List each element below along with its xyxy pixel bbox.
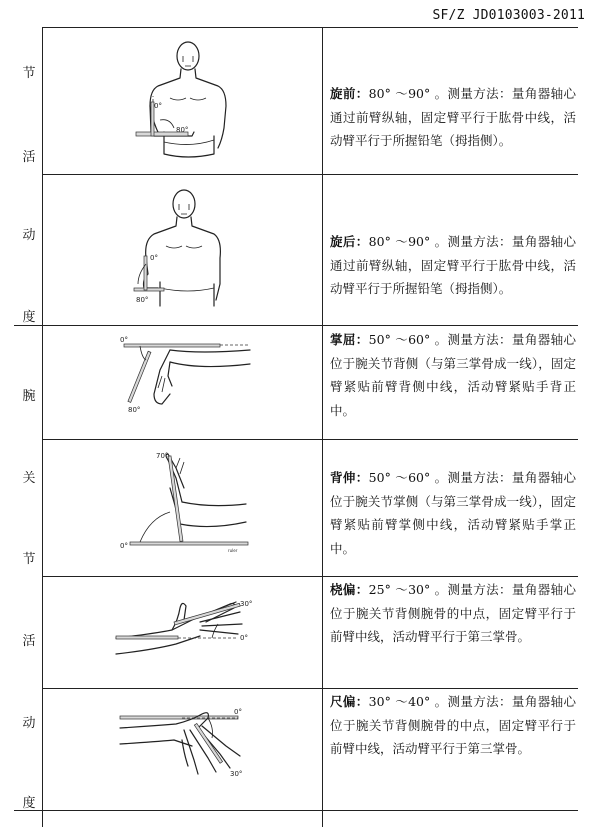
dorsiflexion-label-b: 0° bbox=[120, 542, 128, 550]
document-id: SF/Z JD0103003-2011 bbox=[432, 8, 585, 23]
text-palmar-flexion: 50° ～60° 。测量方法：量角器轴心位于腕关节背侧（与第三掌骨成一线），固定臂紧贴前臂背侧中线，活动臂紧贴手背正中。 bbox=[330, 332, 576, 418]
text-radial-deviation: 25° ～30° 。测量方法：量角器轴心位于腕关节背侧腕骨的中点，固定臂平行于前臂中线，活动臂平行于第三掌骨。 bbox=[330, 582, 576, 644]
label-wrist-5: 动 bbox=[22, 716, 36, 731]
svg-text:ruler: ruler bbox=[228, 548, 238, 553]
label-wrist-6: 度 bbox=[22, 796, 36, 811]
text-supination: 80° ～90° 。测量方法：量角器轴心通过前臂纵轴，固定臂平行于肱骨中线，活动臂平行于所握铅笔（拇指侧）。 bbox=[330, 234, 576, 296]
row-divider bbox=[42, 576, 578, 577]
desc-ulnar-deviation bbox=[330, 690, 576, 761]
ulnar-label-b: 30° bbox=[230, 770, 243, 778]
section-divider bbox=[14, 325, 578, 326]
desc-palmar-flexion bbox=[330, 328, 576, 422]
pronation-label-b: 80° bbox=[176, 126, 189, 134]
term-dorsiflexion: 背伸： bbox=[330, 470, 369, 485]
label-wrist-3: 节 bbox=[22, 552, 36, 567]
row-divider bbox=[42, 174, 578, 175]
term-pronation: 旋前： bbox=[330, 86, 369, 101]
dorsiflexion-label-a: 70° bbox=[156, 452, 169, 460]
text-dorsiflexion: 50° ～60° 。测量方法：量角器轴心位于腕关节掌侧（与第三掌骨成一线），固定臂紧贴前臂掌侧中线，活动臂紧贴手掌正中。 bbox=[330, 470, 576, 556]
palmar-label-a: 0° bbox=[120, 336, 128, 344]
row-divider bbox=[42, 439, 578, 440]
desc-supination bbox=[330, 230, 576, 301]
radial-label-a: 30° bbox=[240, 600, 253, 608]
text-ulnar-deviation: 30° ～40° 。测量方法：量角器轴心位于腕关节背侧腕骨的中点，固定臂平行于前臂中线，活动臂平行于第三掌骨。 bbox=[330, 694, 576, 756]
label-forearm-3: 动 bbox=[22, 228, 36, 243]
table-border-top bbox=[42, 27, 578, 28]
dorsiflexion-illustration bbox=[110, 448, 260, 556]
supination-label-a: 0° bbox=[150, 254, 158, 262]
label-wrist-1: 腕 bbox=[22, 389, 36, 404]
supination-illustration bbox=[120, 184, 260, 316]
row-divider bbox=[42, 688, 578, 689]
desc-pronation bbox=[330, 82, 576, 153]
desc-radial-deviation bbox=[330, 578, 576, 649]
col-divider-right bbox=[322, 27, 323, 827]
ulnar-deviation-illustration bbox=[112, 694, 260, 784]
label-forearm-4: 度 bbox=[22, 310, 36, 325]
term-ulnar-deviation: 尺偏： bbox=[330, 694, 369, 709]
table-border-bottom bbox=[14, 810, 578, 811]
palmar-label-b: 80° bbox=[128, 406, 141, 414]
palmar-flexion-illustration bbox=[110, 330, 260, 414]
text-pronation: 80° ～90° 。测量方法：量角器轴心通过前臂纵轴，固定臂平行于肱骨中线，活动臂平行于所握铅笔（拇指侧）。 bbox=[330, 86, 576, 148]
pronation-label-a: 0° bbox=[154, 102, 162, 110]
radial-deviation-illustration bbox=[112, 584, 260, 670]
ulnar-label-a: 0° bbox=[234, 708, 242, 716]
term-supination: 旋后： bbox=[330, 234, 369, 249]
pronation-illustration bbox=[120, 36, 260, 168]
radial-label-b: 0° bbox=[240, 634, 248, 642]
label-forearm-2: 活 bbox=[22, 150, 36, 165]
term-radial-deviation: 桡偏： bbox=[330, 582, 369, 597]
supination-label-b: 80° bbox=[136, 296, 149, 304]
label-forearm-1: 节 bbox=[22, 66, 36, 81]
desc-dorsiflexion bbox=[330, 466, 576, 560]
term-palmar-flexion: 掌屈： bbox=[330, 332, 369, 347]
label-wrist-4: 活 bbox=[22, 634, 36, 649]
label-wrist-2: 关 bbox=[22, 471, 36, 486]
